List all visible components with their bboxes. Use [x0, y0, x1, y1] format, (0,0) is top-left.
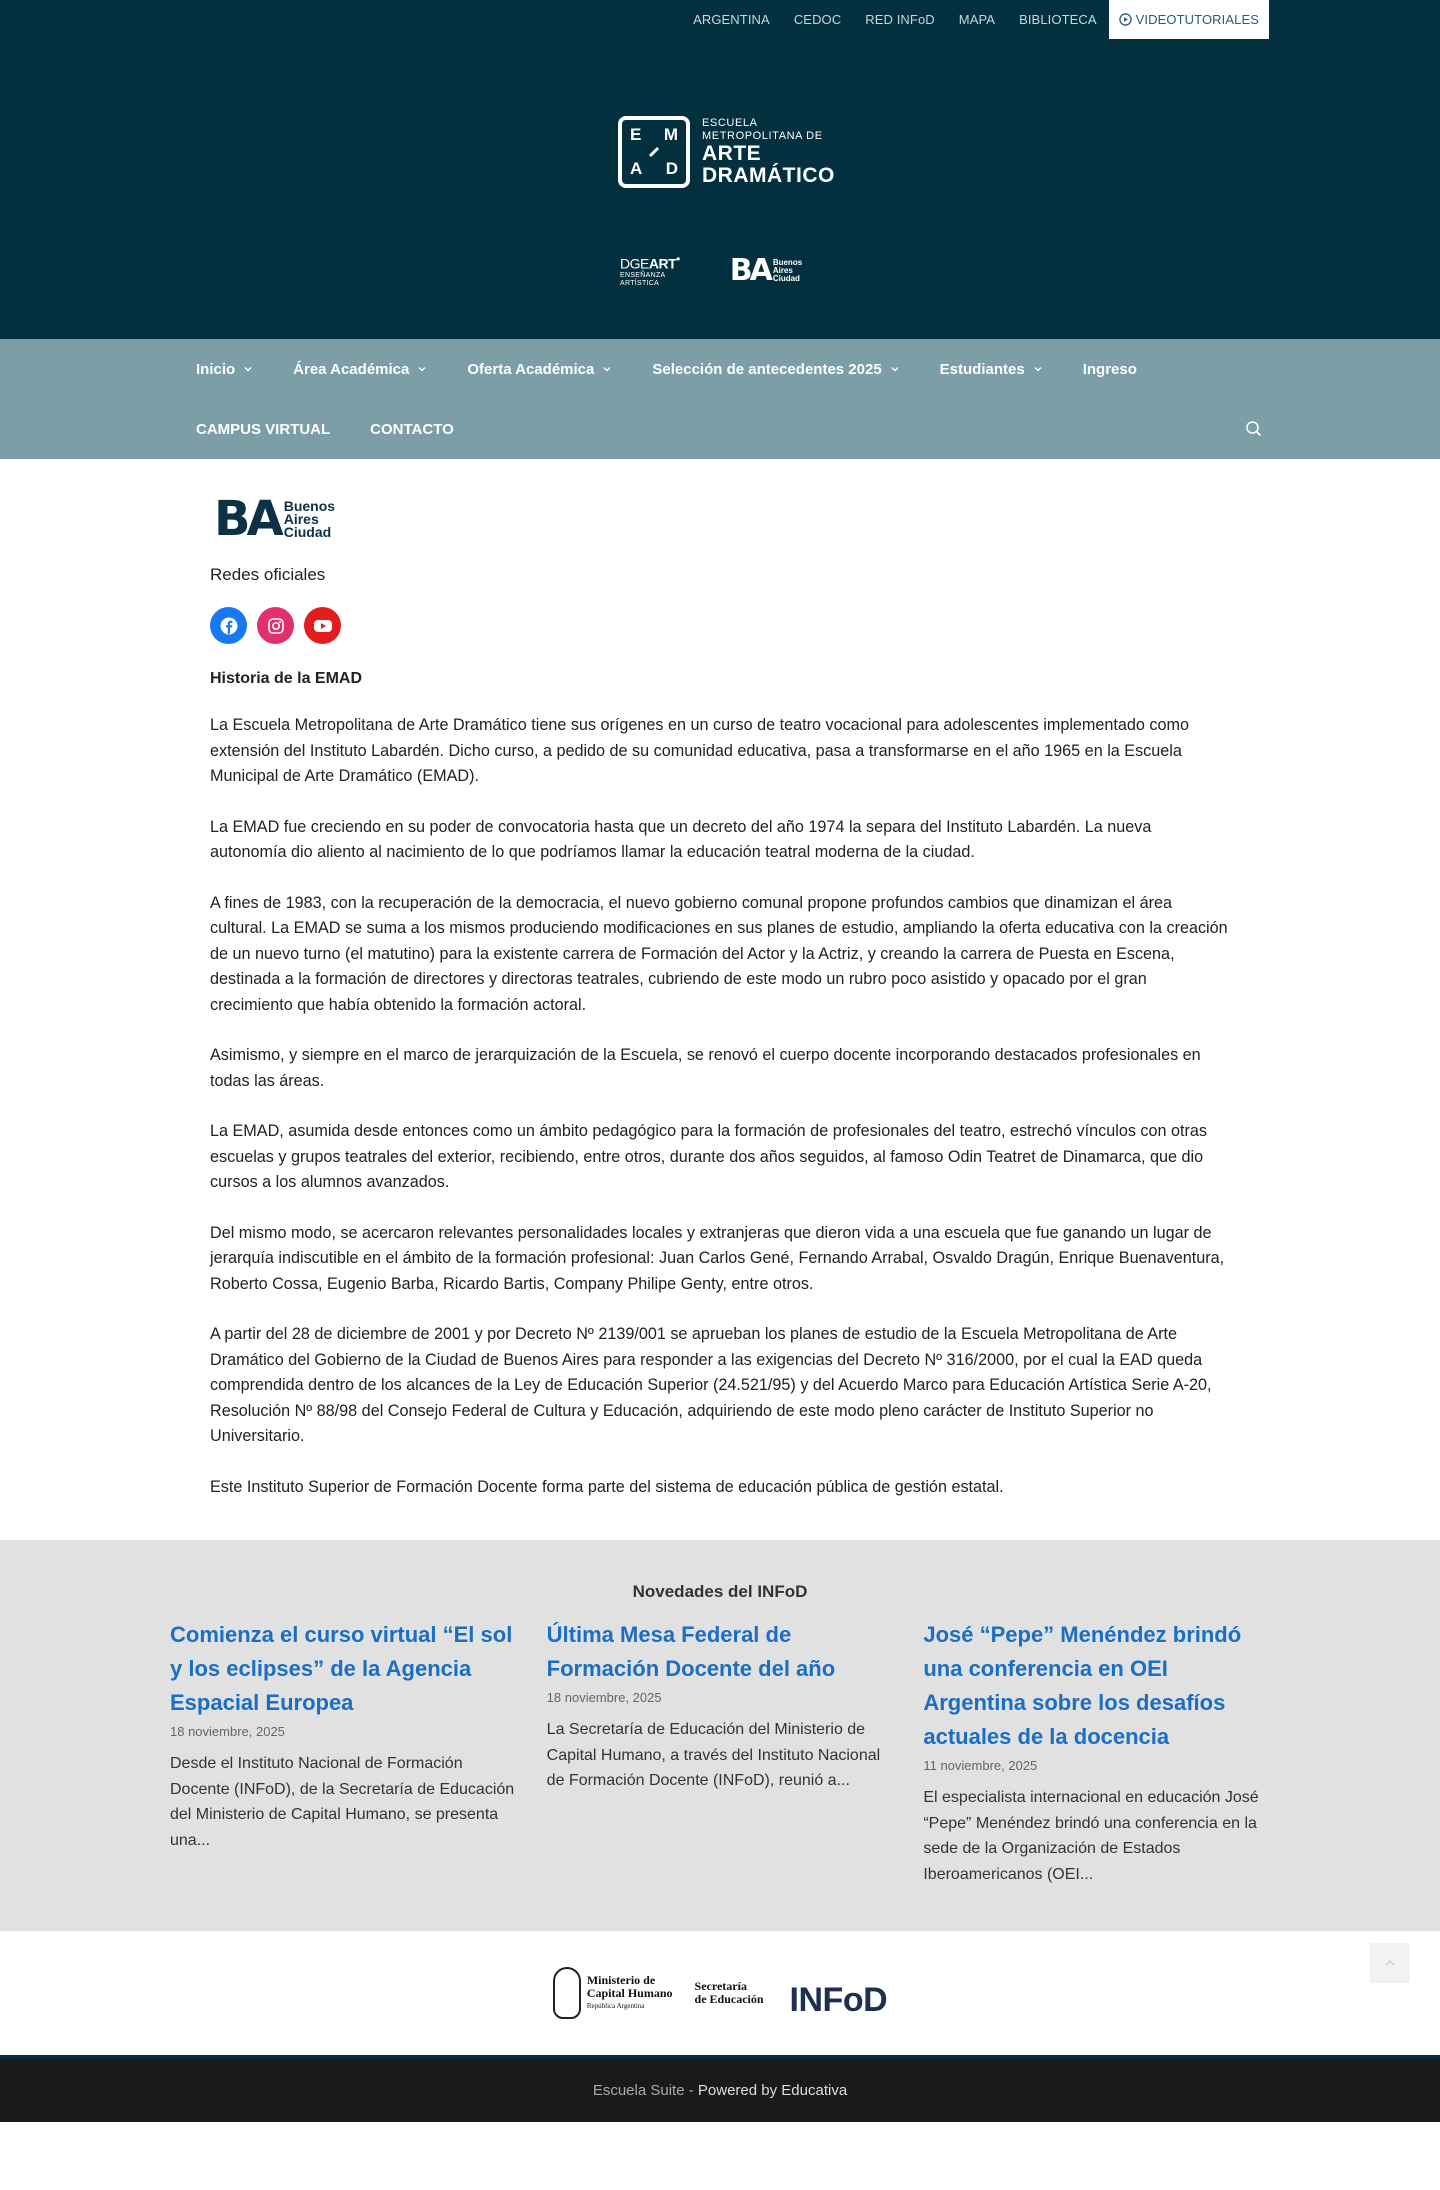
- main-content: [0, 459, 1440, 1540]
- nav-label: CONTACTO: [370, 420, 454, 438]
- news-card: [170, 1618, 517, 1887]
- ba-line2: Aires: [772, 265, 793, 275]
- news-card: [923, 1618, 1270, 1887]
- dge-sub1: ENSEÑANZA: [620, 271, 666, 279]
- search-icon[interactable]: [1244, 419, 1264, 439]
- nav-label: Oferta Académica: [467, 360, 595, 378]
- historia-paragraph: Asimismo, y siempre en el marco de jerarquización de la Escuela, se renovó el cuerpo docente incorporando destacados profesionales en todas las áreas.: [210, 1046, 1201, 1090]
- chevron-down-icon: [890, 364, 900, 374]
- ba-line1: Buenos: [772, 257, 803, 267]
- news-excerpt: Desde el Instituto Nacional de Formación Docente (INFoD), de la Secretaría de Educación del Ministerio de Capital Humano, se presenta una...: [170, 1755, 515, 1849]
- social-links: [210, 607, 1230, 644]
- ba-mark: BA: [729, 253, 770, 288]
- escudo-nacional-icon: [553, 1967, 581, 2019]
- dgeart-logo[interactable]: DGEART• ENSEÑANZA ARTÍSTICA: [620, 253, 680, 287]
- chevron-down-icon: [1033, 364, 1043, 374]
- news-excerpt: La Secretaría de Educación del Ministerio de Capital Humano, a través del Instituto Nacional de Formación Docente (INFoD), reunió a...: [546, 1721, 881, 1789]
- logo-letter: M: [663, 125, 678, 144]
- ba-line1: Buenos: [283, 497, 336, 514]
- nav-oferta-academica[interactable]: [447, 361, 632, 378]
- news-date: 11 noviembre, 2025: [923, 1758, 1038, 1773]
- chevron-down-icon: [417, 364, 427, 374]
- site-footer: [0, 2055, 1440, 2122]
- logo-line2: METROPOLITANA DE: [702, 130, 823, 142]
- news-date: 18 noviembre, 2025: [170, 1724, 285, 1739]
- play-circle-icon: [1119, 13, 1132, 26]
- nav-label: Ingreso: [1082, 360, 1137, 378]
- historia-paragraph: La EMAD, asumida desde entonces como un ámbito pedagógico para la formación de profesionales del teatro, estrechó vínculos con otras escuelas y grupos teatrales del exterior, recibiendo, entre otros, durante dos años seguidos, al famoso Odin Teatret de Dinamarca, que dio cursos a los alumnos avanzados.: [210, 1122, 1208, 1191]
- toplink-red-infod[interactable]: RED INFoD: [865, 12, 935, 27]
- historia-paragraph: La Escuela Metropolitana de Arte Dramático tiene sus orígenes en un curso de teatro vocacional para adolescentes implementado como extensión del Instituto Labardén. Dicho curso, a pedido de su comunidad educativa, pasa a transformarse en el año 1965 en la Escuela Municipal de Arte Dramático (EMAD).: [210, 716, 1190, 785]
- nav-row-2: [176, 399, 1264, 459]
- historia-paragraph: A partir del 28 de diciembre de 2001 y por Decreto Nº 2139/001 se aprueban los planes de estudio de la Escuela Metropolitana de Arte Dramático del Gobierno de la Ciudad de Buenos Aires para responder a las exigencias del Decreto Nº 316/2000, por el cual la EAD queda comprendida dentro de los alcances de la Ley de Educación Superior (24.521/95) y del Acuerdo Marco para Educación Artística Serie A-20, Resolución Nº 88/98 del Consejo Federal de Cultura y Educación, adquiriendo de este modo pleno carácter de Instituto Superior no Universitario.: [210, 1325, 1212, 1445]
- top-links-bar: [681, 0, 1269, 39]
- partner-logos: [0, 1931, 1440, 2055]
- news-title-link[interactable]: Última Mesa Federal de Formación Docente del año: [546, 1622, 836, 1681]
- instagram-icon[interactable]: [257, 607, 294, 644]
- ministerio-capital-humano-logo[interactable]: [553, 1967, 673, 2019]
- news-excerpt: El especialista internacional en educación José “Pepe” Menéndez brindó una conferencia en la sede de la Organización de Estados Iberoamericanos (OEI...: [923, 1789, 1259, 1883]
- art-text: ART: [648, 255, 677, 272]
- toplink-biblioteca[interactable]: BIBLIOTECA: [1019, 12, 1097, 27]
- nav-label: CAMPUS VIRTUAL: [196, 420, 331, 438]
- news-grid: [170, 1618, 1270, 1887]
- toplink-cedoc[interactable]: CEDOC: [793, 12, 842, 27]
- historia-paragraph: Este Instituto Superior de Formación Docente forma parte del sistema de educación pública de gestión estatal.: [210, 1477, 1004, 1496]
- logo-line3: ARTE: [702, 142, 762, 165]
- infod-logo[interactable]: INFoD: [789, 1980, 888, 2019]
- min-line2: Capital Humano: [586, 1985, 673, 2000]
- nav-label: Inicio: [196, 360, 236, 378]
- footer-suite[interactable]: Escuela Suite: [592, 2082, 685, 2099]
- toplink-argentina[interactable]: ARGENTINA: [693, 12, 770, 27]
- chevron-down-icon: [602, 364, 612, 374]
- ba-line3: Ciudad: [772, 273, 800, 283]
- historia-paragraph: La EMAD fue creciendo en su poder de convocatoria hasta que un decreto del año 1974 la separa del Instituto Labardén. La nueva autonomía dio aliento al nacimiento de lo que podríamos llamar la educación teatral moderna de la ciudad.: [210, 817, 1152, 861]
- nav-label: Estudiantes: [939, 360, 1025, 378]
- footer-powered[interactable]: Powered by Educativa: [697, 2082, 848, 2099]
- logo-line4: DRAMÁTICO: [702, 164, 835, 187]
- news-title-link[interactable]: José “Pepe” Menéndez brindó una conferencia en OEI Argentina sobre los desafíos actuales de la docencia: [923, 1622, 1242, 1749]
- sec-line1: Secretaría: [694, 1979, 747, 1993]
- novedades-title: Novedades del INFoD: [632, 1582, 808, 1601]
- historia-title: Historia de la EMAD: [210, 670, 363, 687]
- nav-seleccion-antecedentes[interactable]: [632, 361, 919, 378]
- nav-inicio[interactable]: [176, 361, 273, 378]
- ba-ciudad-logo[interactable]: [214, 491, 1230, 547]
- news-card: [547, 1618, 894, 1887]
- footer-separator: -: [684, 2082, 698, 2099]
- sec-line2: de Educación: [694, 1992, 764, 2006]
- logo-slash-icon: [647, 145, 661, 159]
- emad-logo-mark: [618, 116, 690, 188]
- dge-text: DGE: [620, 255, 649, 272]
- nav-label: Área Académica: [293, 360, 410, 378]
- news-date: 18 noviembre, 2025: [546, 1690, 662, 1705]
- historia-paragraph: Del mismo modo, se acercaron relevantes personalidades locales y extranjeras que dieron vida a una escuela que fue ganando un lugar de jerarquía indiscutible en el ámbito de la formación profesional: Juan Carlos Gené, Fernando Arrabal, Osvaldo Dragún, Enrique Buenaventura, Roberto Cossa, Eugenio Barba, Ricardo Bartis, Company Philipe Genty, entre otros.: [210, 1223, 1225, 1293]
- toplink-mapa[interactable]: MAPA: [958, 12, 996, 27]
- historia-paragraph: A fines de 1983, con la recuperación de la democracia, el nuevo gobierno comunal propone profundos cambios que dinamizan el área cultural. La EMAD se suma a los mismos produciendo modificaciones en sus planes de estudio, ampliando la oferta educativa con la creación de un nuevo turno (el matutino) para la existente carrera de Formación del Actor y la Actriz, y creando la carrera de Puesta en Escena, destinada a la formación de directores y directoras teatrales, cubriendo de este modo un rubro poco asistido y opacado por el gran crecimiento que había obtenido la formación actoral.: [210, 893, 1228, 1014]
- toplink-videotutoriales[interactable]: [1109, 0, 1269, 39]
- ba-line3: Ciudad: [283, 523, 332, 540]
- nav-estudiantes[interactable]: [920, 361, 1063, 378]
- nav-row-1: [176, 339, 1264, 399]
- logo-letter: D: [665, 159, 678, 178]
- nav-contacto[interactable]: [350, 421, 474, 438]
- site-header: [0, 0, 1440, 339]
- facebook-icon[interactable]: [210, 607, 247, 644]
- ba-mark: BA: [214, 491, 280, 547]
- secretaria-educacion-logo[interactable]: [695, 1980, 764, 2006]
- nav-area-academica[interactable]: [273, 361, 447, 378]
- news-title-link[interactable]: Comienza el curso virtual “El sol y los eclipses” de la Agencia Espacial Europea: [170, 1622, 513, 1715]
- logo-letter: E: [630, 125, 642, 144]
- emad-logo-text: [702, 117, 835, 187]
- chevron-down-icon: [243, 364, 253, 374]
- nav-label: Selección de antecedentes 2025: [652, 360, 882, 378]
- emad-logo[interactable]: [618, 116, 835, 188]
- chevron-up-icon: [1384, 1957, 1396, 1969]
- videotutoriales-label: VIDEOTUTORIALES: [1135, 12, 1259, 27]
- min-line3: República Argentina: [586, 2001, 645, 2010]
- youtube-icon[interactable]: [304, 607, 341, 644]
- logo-letter: A: [630, 159, 643, 178]
- main-navigation: [0, 339, 1440, 459]
- novedades-infod-section: [0, 1540, 1440, 1931]
- nav-ingreso[interactable]: [1063, 361, 1157, 378]
- dge-sub2: ARTÍSTICA: [620, 279, 660, 287]
- ba-line2: Aires: [283, 510, 319, 527]
- min-line1: Ministerio de: [586, 1972, 656, 1987]
- ba-ciudad-logo-header[interactable]: [730, 253, 802, 288]
- institution-logos: [620, 253, 802, 288]
- scroll-to-top-button[interactable]: [1370, 1943, 1410, 1983]
- nav-campus-virtual[interactable]: [176, 421, 350, 438]
- redes-oficiales-label: Redes oficiales: [210, 565, 326, 584]
- logo-line1: ESCUELA: [702, 117, 758, 129]
